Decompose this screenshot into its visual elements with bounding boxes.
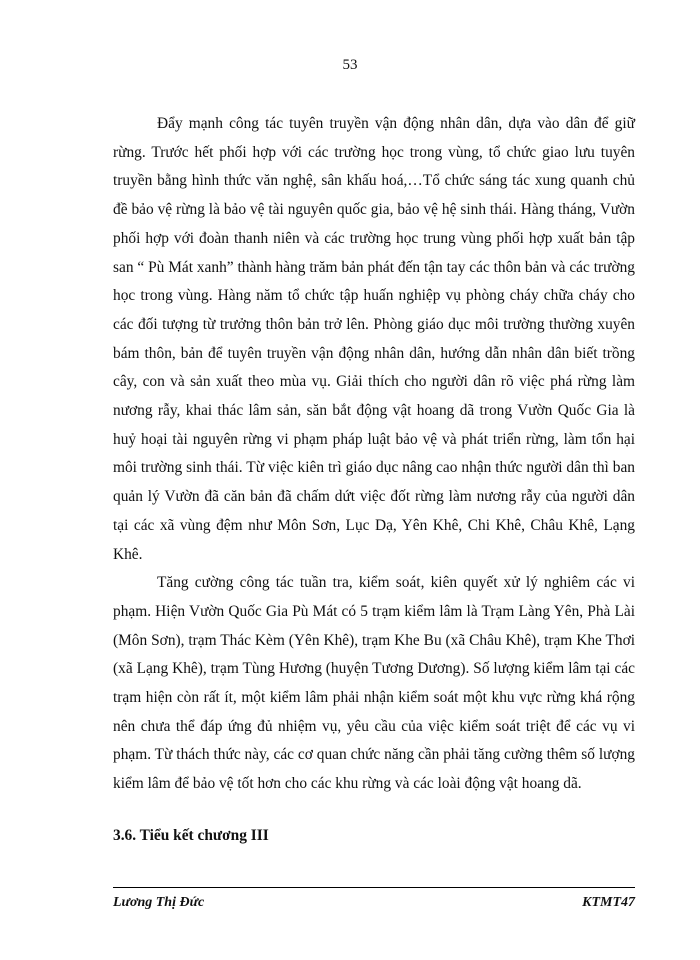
page-number: 53 xyxy=(342,57,358,73)
footer-divider xyxy=(113,887,635,888)
paragraph-forest-propaganda: Đẩy mạnh công tác tuyên truyền vận động nhân dân, dựa vào dân để giữ rừng. Trước hết phối hợp với các trường học trong vùng, tổ chức giao lưu tuyên truyền bằng hình thức văn nghệ, sân khấu hoá,…Tổ chức sáng tác xung quanh chủ đề bảo vệ rừng là bảo vệ tài nguyên quốc gia, bảo vệ hệ sinh thái. Hàng tháng, Vườn phối hợp với đoàn thanh niên và các trường học trung vùng phối hợp xuất bản tập san “ Pù Mát xanh” thành hàng trăm bản phát đến tận tay các thôn bản và các trường học trong vùng. Hàng năm tổ chức tập huấn nghiệp vụ phòng cháy chữa cháy cho các đối tượng từ trưởng thôn bản trở lên. Phòng giáo dục môi trường thường xuyên bám thôn, bản để tuyên truyền vận động nhân dân, hướng dẫn nhân dân biết trồng cây, con và sản xuất theo mùa vụ. Giải thích cho người dân rõ việc phá rừng làm nương rẫy, khai thác lâm sản, săn bắt động vật hoang dã trong Vườn Quốc Gia là huỷ hoại tài nguyên rừng vi phạm pháp luật bảo vệ và phát triển rừng, làm tổn hại môi trường sinh thái. Từ việc kiên trì giáo dục nâng cao nhận thức người dân thì ban quản lý Vườn đã căn bản đã chấm dứt việc đốt rừng làm nương rẫy của người dân tại các xã vùng đệm như Môn Sơn, Lục Dạ, Yên Khê, Chi Khê, Châu Khê, Lạng Khê. xyxy=(113,115,635,563)
paragraph-patrol-control: Tăng cường công tác tuần tra, kiểm soát, kiên quyết xử lý nghiêm các vi phạm. Hiện Vườn Quốc Gia Pù Mát có 5 trạm kiểm lâm là Trạm Làng Yên, Phà Lài (Môn Sơn), trạm Thác Kèm (Yên Khê), trạm Khe Bu (xã Châu Khê), trạm Khe Thơi (xã Lạng Khê), trạm Tùng Hương (huyện Tương Dương). Số lượng kiểm lâm tại các trạm hiện còn rất ít, một kiểm lâm phải nhận kiểm soát một khu vực rừng khá rộng nên chưa thể đáp ứng đủ nhiệm vụ, yêu cầu của việc kiểm soát triệt để các vụ vi phạm. Từ thách thức này, các cơ quan chức năng cần phải tăng cường thêm số lượng kiểm lâm để bảo vệ tốt hơn cho các khu rừng và các loài động vật hoang dã. xyxy=(113,574,635,793)
footer-class-code: KTMT47 xyxy=(582,895,635,910)
footer-author: Lương Thị Đức xyxy=(113,895,205,910)
body-text xyxy=(113,110,635,799)
section-heading: 3.6. Tiểu kết chương III xyxy=(113,827,269,844)
